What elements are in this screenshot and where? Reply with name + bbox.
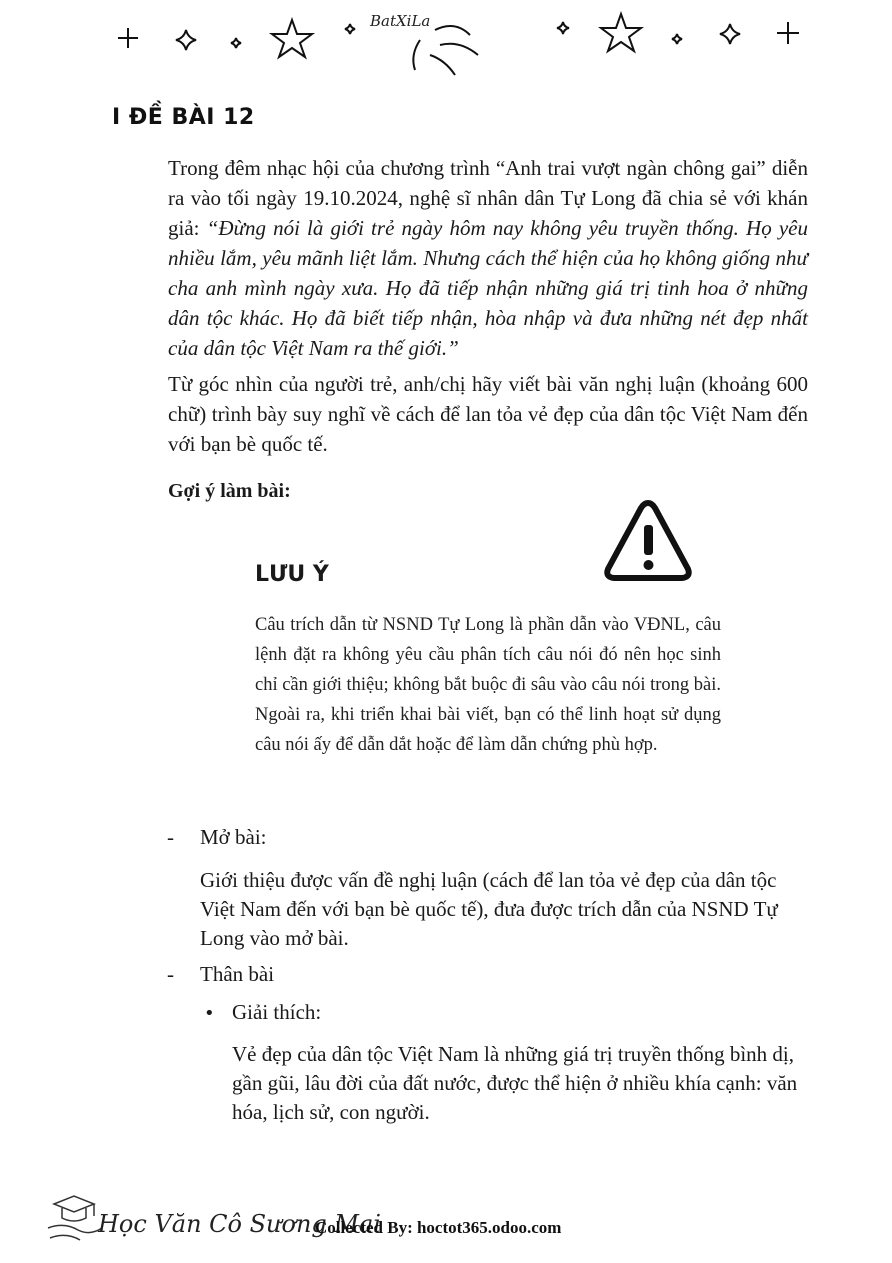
five-point-star-icon: [601, 14, 641, 51]
plus-star-icon: [777, 22, 799, 44]
warning-icon: [602, 497, 694, 585]
prompt-paragraph-task: Từ góc nhìn của người trẻ, anh/chị hãy viết bài văn nghị luận (khoảng 600 chữ) trình bày suy nghĩ về cách để lan tỏa vẻ đẹp của dân tộc Việt Nam đến với bạn bè quốc tế.: [168, 372, 808, 456]
hint-heading: Gợi ý làm bài:: [168, 480, 291, 502]
note-text: Câu trích dẫn từ NSND Tự Long là phần dẫn vào VĐNL, câu lệnh đặt ra không yêu cầu phân tích câu nói đó nên học sinh chỉ cần giới thiệu; không bắt buộc đi sâu vào câu nói trong bài. Ngoài ra, khi triển khai bài viết, bạn có thể linh hoạt sử dụng câu nói ấy để dẫn dắt hoặc để làm dẫn chứng phù hợp.: [255, 615, 722, 755]
list-dash: -: [167, 825, 174, 849]
giai-thich-text: Vẻ đẹp của dân tộc Việt Nam là những giá trị truyền thống bình dị, gần gũi, lâu đời của đất nước, được thể hiện ở nhiều khía cạnh: văn hóa, lịch sử, con người.: [232, 1042, 798, 1124]
sparkle-star-icon: [720, 24, 740, 44]
sparkle-star-icon: [176, 30, 196, 50]
sparkle-star-icon: [231, 38, 241, 48]
graduation-cap-logo: [44, 1190, 104, 1250]
prompt-quote-text: “Đừng nói là giới trẻ ngày hôm nay không yêu truyền thống. Họ yêu nhiều lắm, yêu mãnh liệt lắm. Nhưng cách thể hiện của họ không giống như cha anh mình ngày xưa. Họ đã tiếp nhận những giá trị tinh hoa ở những dân tộc khác. Họ đã biết tiếp nhận, hòa nhập và đưa những nét đẹp nhất của dân tộc Việt Nam ra thế giới.”: [168, 216, 808, 360]
sun-icon: [413, 26, 478, 75]
sparkle-star-icon: [672, 34, 682, 44]
prompt-lead-text: Trong đêm nhạc hội của chương trình “Anh trai vượt ngàn chông gai” diễn ra vào tối ngày 19.10.2024, nghệ sĩ nhân dân Tự Long đã chia sẻ với khán giả:: [168, 156, 808, 240]
footer-book-title: Học Văn Cô Sương Mai: [98, 1210, 381, 1238]
header-star-decoration: [0, 0, 892, 90]
header-brand: BatXiLa: [370, 12, 431, 30]
mo-bai-label: Mở bài:: [200, 825, 267, 849]
sparkle-star-icon: [557, 22, 569, 34]
list-dash: -: [167, 962, 174, 986]
plus-star-icon: [118, 28, 138, 48]
giai-thich-label: Giải thích:: [232, 1000, 322, 1024]
five-point-star-icon: [272, 20, 312, 57]
prompt-paragraph-quote: [168, 153, 808, 363]
list-bullet: •: [204, 1003, 215, 1024]
exercise-title: I ĐỀ BÀI 12: [112, 105, 255, 130]
than-bai-label: Thân bài: [200, 962, 275, 986]
note-title: LƯU Ý: [255, 562, 329, 587]
footer-collected-by: Collected By: hoctot365.odoo.com: [315, 1218, 562, 1237]
sparkle-star-icon: [345, 24, 355, 34]
mo-bai-text: Giới thiệu được vấn đề nghị luận (cách để lan tỏa vẻ đẹp của dân tộc Việt Nam đến với bạn bè quốc tế), đưa được trích dẫn của NSND Tự Long vào mở bài.: [200, 868, 778, 950]
